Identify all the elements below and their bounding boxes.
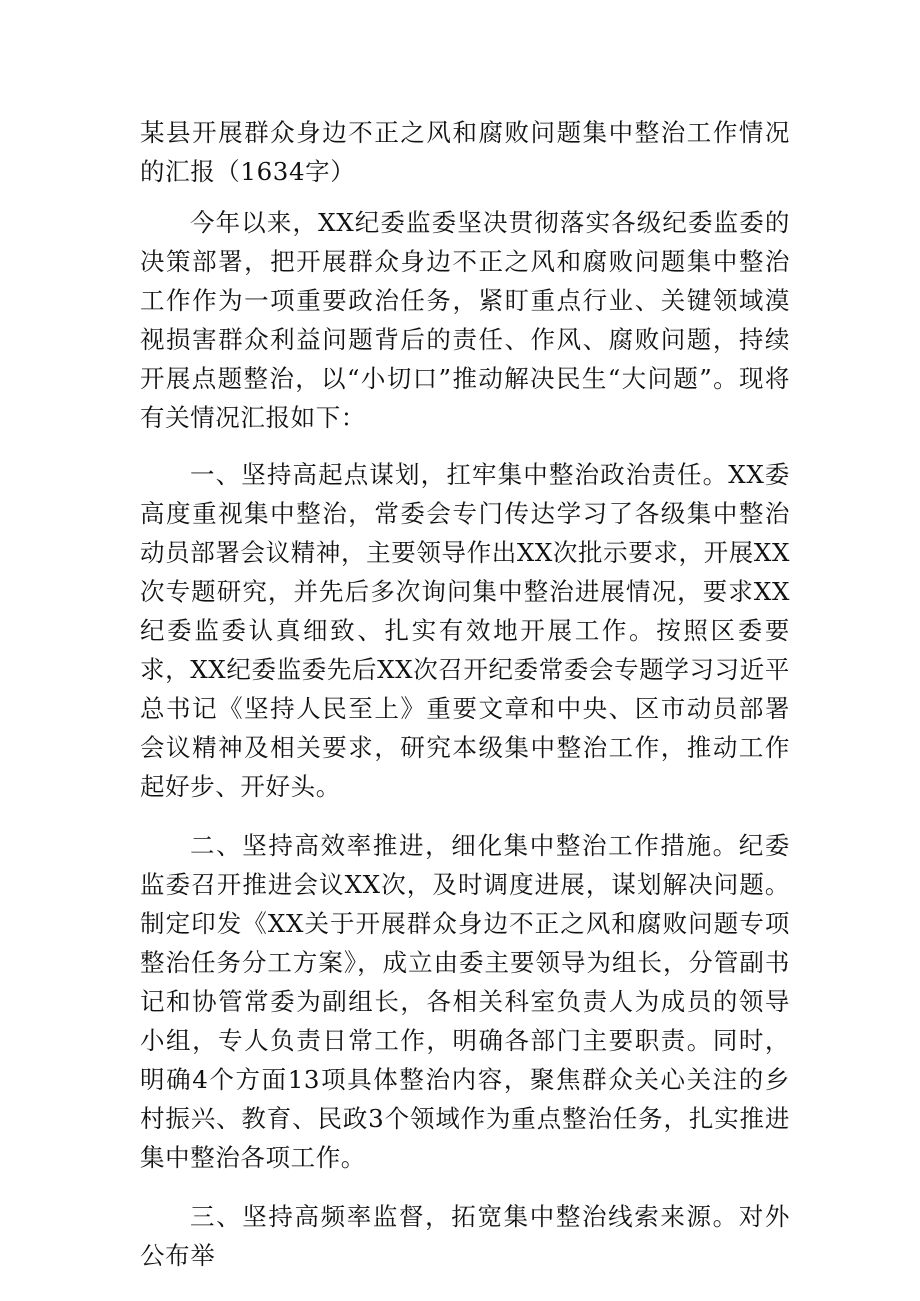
paragraph-section-3 xyxy=(140,1197,790,1275)
paragraph-section-1 xyxy=(140,455,790,806)
section-2-text: 纪委监委召开推进会议XX次，及时调度进展，谋划解决问题。制定印发《XX关于开展群众身边不正之风和腐败问题专项整治任务分工方案》，成立由委主要领导为组长，分管副书记和协管常委为副组长，各相关科室负责人为成员的领导小组，专人负责日常工作，明确各部门主要职责。同时，明确4个方面13项具体整治内容，聚焦群众关心关注的乡村振兴、教育、民政3个领域作为重点整治任务，扎实推进集中整治各项工作。 xyxy=(140,831,790,1172)
section-1-text: XX委高度重视集中整治，常委会专门传达学习了各级集中整治动员部署会议精神，主要领导作出XX次批示要求，开展XX次专题研究，并先后多次询问集中整治进展情况，要求XX纪委监委认真细致、扎实有效地开展工作。按照区委要求，XX纪委监委先后XX次召开纪委常委会专题学习习近平总书记《坚持人民至上》重要文章和中央、区市动员部署会议精神及相关要求，研究本级集中整治工作，推动工作起好步、开好头。 xyxy=(140,460,790,801)
paragraph-intro xyxy=(140,203,790,437)
section-3-heading: 三、坚持高频率监督，拓宽集中整治线索来源。 xyxy=(190,1202,739,1231)
paragraph-intro-text: 今年以来，XX纪委监委坚决贯彻落实各级纪委监委的决策部署，把开展群众身边不正之风和腐败问题集中整治工作作为一项重要政治任务，紧盯重点行业、关键领域漠视损害群众利益问题背后的责任、作风、腐败问题，持续开展点题整治，以“小切口”推动解决民生“大问题”。现将有关情况汇报如下： xyxy=(140,208,790,432)
section-1-heading: 一、坚持高起点谋划，扛牢集中整治政治责任。 xyxy=(190,460,729,489)
paragraph-section-2 xyxy=(140,826,790,1177)
document-title: 某县开展群众身边不正之风和腐败问题集中整治工作情况的汇报（1634字） xyxy=(140,118,790,186)
section-3-text: 对外公布举 xyxy=(140,1202,790,1270)
section-2-heading: 二、坚持高效率推进，细化集中整治工作措施。 xyxy=(190,831,739,860)
document-body xyxy=(140,113,790,1275)
